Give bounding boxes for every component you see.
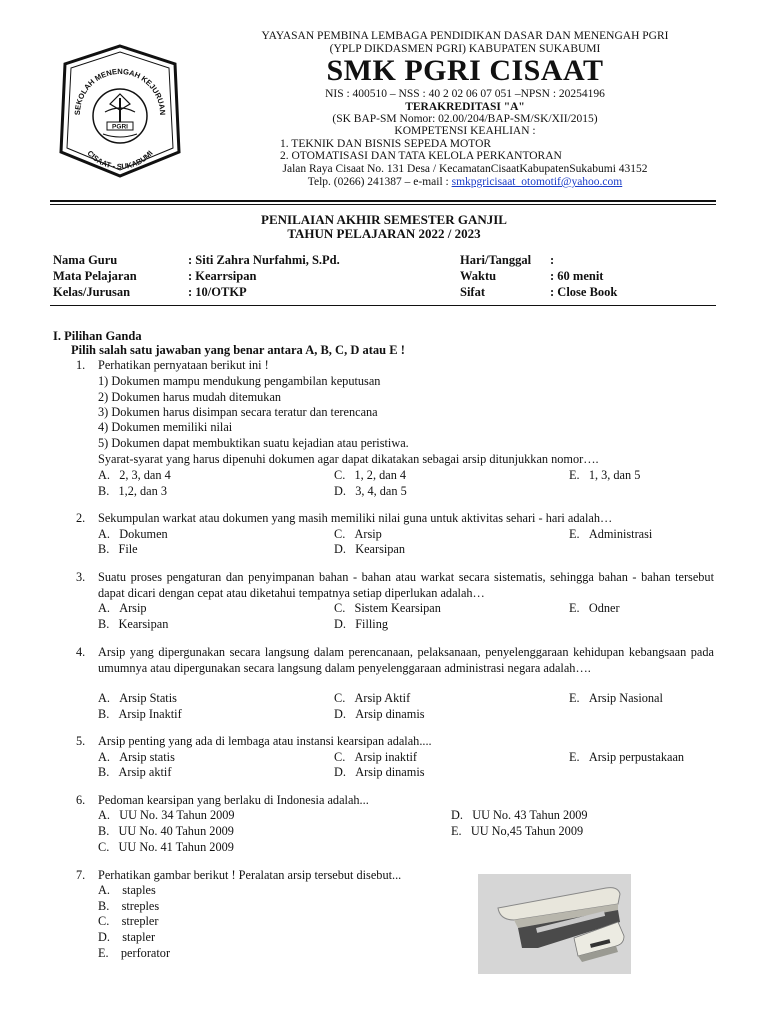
competency-2: 2. OTOMATISASI DAN TATA KELOLA PERKANTORAN	[280, 150, 562, 162]
q2-prompt: Sekumpulan warkat atau dokumen yang masih memiliki nilai guna untuk aktivitas sehari - hari adalah…	[98, 511, 613, 525]
q3-number: 3.	[76, 570, 86, 584]
q4-option-a-text: Arsip Statis	[119, 691, 177, 705]
header-rule-thick	[50, 200, 716, 202]
q6-option-b[interactable]: B. UU No. 40 Tahun 2009	[98, 824, 234, 838]
identity-rule	[50, 305, 716, 306]
q4-option-c-text: Arsip Aktif	[354, 691, 411, 705]
q1-option-d[interactable]: D. 3, 4, dan 5	[334, 484, 407, 498]
q7-option-a[interactable]: A. staples	[98, 883, 156, 897]
q7-prompt: Perhatikan gambar berikut ! Peralatan arsip tersebut disebut...	[98, 868, 402, 882]
contact-phone: Telp. (0266) 241387 – e-mail :	[307, 176, 452, 188]
subject-label: Mata Pelajaran	[53, 269, 137, 283]
logo-center-text: PGRI	[112, 123, 128, 131]
subject-value: : Kearrsipan	[188, 269, 257, 283]
q6-option-b-text: UU No. 40 Tahun 2009	[118, 824, 234, 838]
q2-option-c[interactable]: C. Arsip	[334, 527, 382, 541]
accreditation-sk: (SK BAP-SM Nomor: 02.00/204/BAP-SM/SK/XII/2015)	[332, 113, 598, 125]
school-contact	[200, 176, 730, 188]
q3-option-b-text: Kearsipan	[118, 617, 169, 631]
q7-number: 7.	[76, 868, 86, 882]
q7-option-b[interactable]: B. streples	[98, 899, 160, 913]
q6-option-a[interactable]: A. UU No. 34 Tahun 2009	[98, 808, 235, 822]
q7-option-c[interactable]: C. strepler	[98, 914, 159, 928]
q3-option-e[interactable]: E. Odner	[569, 601, 620, 615]
q1-option-e[interactable]: E. 1, 3, dan 5	[569, 468, 641, 482]
q5-option-c[interactable]: C. Arsip inaktif	[334, 750, 417, 764]
email-link[interactable]: smkpgricisaat_otomotif@yahoo.com	[451, 176, 623, 188]
date-value: :	[550, 253, 555, 267]
school-address: Jalan Raya Cisaat No. 131 Desa / KecamatanCisaatKabupatenSukabumi 43152	[282, 163, 648, 175]
q5-option-d[interactable]: D. Arsip dinamis	[334, 765, 425, 779]
q1-option-c-text: 1, 2, dan 4	[354, 468, 407, 482]
q2-option-b-text: File	[118, 542, 138, 556]
nature-label: Sifat	[460, 285, 485, 299]
accreditation: TERAKREDITASI "A"	[405, 101, 525, 113]
q1-option-d-text: 3, 4, dan 5	[355, 484, 407, 498]
q5-option-b[interactable]: B. Arsip aktif	[98, 765, 172, 779]
exam-title: PENILAIAN AKHIR SEMESTER GANJIL	[261, 212, 507, 227]
q4-option-e[interactable]: E. Arsip Nasional	[569, 691, 663, 705]
date-label: Hari/Tanggal	[460, 253, 532, 267]
q7-option-d[interactable]: D. stapler	[98, 930, 156, 944]
q1-statement-1: 1) Dokumen mampu mendukung pengambilan keputusan	[98, 374, 381, 388]
q7-option-e-text: perforator	[120, 946, 171, 960]
q2-number: 2.	[76, 511, 86, 525]
q5-option-e-text: Arsip perpustakaan	[588, 750, 685, 764]
stapler-image	[478, 874, 631, 974]
class-value: : 10/OTKP	[188, 285, 247, 299]
school-name: SMK PGRI CISAAT	[326, 54, 604, 87]
q1-option-c[interactable]: C. 1, 2, dan 4	[334, 468, 407, 482]
q4-option-d[interactable]: D. Arsip dinamis	[334, 707, 425, 721]
q6-option-c-text: UU No. 41 Tahun 2009	[118, 840, 234, 854]
school-registry: NIS : 400510 – NSS : 40 2 02 06 07 051 –NPSN : 20254196	[325, 88, 605, 100]
school-logo	[55, 42, 185, 182]
q1-option-a[interactable]: A. 2, 3, dan 4	[98, 468, 171, 482]
q5-prompt: Arsip penting yang ada di lembaga atau instansi kearsipan adalah....	[98, 734, 432, 748]
q5-option-d-text: Arsip dinamis	[355, 765, 425, 779]
logo-top-text: SEKOLAH MENENGAH KEJURUAN	[72, 66, 168, 116]
q2-option-e[interactable]: E. Administrasi	[569, 527, 653, 541]
q6-option-d[interactable]: D. UU No. 43 Tahun 2009	[451, 808, 588, 822]
q3-option-e-text: Odner	[588, 601, 620, 615]
q4-option-c[interactable]: C. Arsip Aktif	[334, 691, 411, 705]
q7-option-c-text: strepler	[121, 914, 159, 928]
q1-option-e-text: 1, 3, dan 5	[588, 468, 641, 482]
nature-value: : Close Book	[550, 285, 618, 299]
q6-option-e[interactable]: E. UU No,45 Tahun 2009	[451, 824, 584, 838]
section-heading: I. Pilihan Ganda	[53, 329, 142, 343]
q3-option-c[interactable]: C. Sistem Kearsipan	[334, 601, 441, 615]
q3-option-d[interactable]: D. Filling	[334, 617, 388, 631]
header-rule-thin	[50, 204, 716, 205]
q1-number: 1.	[76, 358, 86, 372]
q3-prompt: Suatu proses pengaturan dan penyimpanan bahan - bahan atau warkat secara sistematis, sehingga bahan - bahan tersebut dapat dicari dengan cepat atau diketahui tempatnya setiap diperlukan adalah…	[98, 570, 714, 600]
q3-option-c-text: Sistem Kearsipan	[354, 601, 441, 615]
q5-option-a[interactable]: A. Arsip statis	[98, 750, 175, 764]
foundation-line-1: YAYASAN PEMBINA LEMBAGA PENDIDIKAN DASAR DAN MENENGAH PGRI	[261, 30, 669, 42]
q2-option-c-text: Arsip	[354, 527, 382, 541]
q5-option-b-text: Arsip aktif	[118, 765, 172, 779]
q4-option-a[interactable]: A. Arsip Statis	[98, 691, 177, 705]
q4-option-b[interactable]: B. Arsip Inaktif	[98, 707, 182, 721]
q1-option-b-text: 1,2, dan 3	[118, 484, 167, 498]
q6-option-d-text: UU No. 43 Tahun 2009	[472, 808, 588, 822]
q2-option-d[interactable]: D. Kearsipan	[334, 542, 406, 556]
q3-option-b[interactable]: B. Kearsipan	[98, 617, 169, 631]
q4-option-b-text: Arsip Inaktif	[118, 707, 182, 721]
logo-bottom-text: CISAAT - SUKABUMI	[85, 148, 155, 172]
q1-option-a-text: 2, 3, dan 4	[119, 468, 171, 482]
q3-option-a[interactable]: A. Arsip	[98, 601, 147, 615]
q5-option-e[interactable]: E. Arsip perpustakaan	[569, 750, 685, 764]
q2-option-a-text: Dokumen	[119, 527, 168, 541]
q1-question: Syarat-syarat yang harus dipenuhi dokumen agar dapat dikatakan sebagai arsip ditunjukkan nomor….	[98, 452, 599, 466]
q6-number: 6.	[76, 793, 86, 807]
q7-option-b-text: streples	[121, 899, 160, 913]
q1-statement-4: 4) Dokumen memiliki nilai	[98, 420, 233, 434]
q4-option-e-text: Arsip Nasional	[588, 691, 663, 705]
foundation-line-2: (YPLP DIKDASMEN PGRI) KABUPATEN SUKABUMI	[329, 43, 601, 55]
q3-option-d-text: Filling	[355, 617, 388, 631]
q6-prompt: Pedoman kearsipan yang berlaku di Indonesia adalah...	[98, 793, 369, 807]
q7-option-e[interactable]: E. perforator	[98, 946, 171, 960]
q6-option-a-text: UU No. 34 Tahun 2009	[119, 808, 235, 822]
time-value: : 60 menit	[550, 269, 604, 283]
q2-option-d-text: Kearsipan	[355, 542, 406, 556]
time-label: Waktu	[460, 269, 497, 283]
q3-option-a-text: Arsip	[119, 601, 147, 615]
class-label: Kelas/Jurusan	[53, 285, 131, 299]
q1-statement-3: 3) Dokumen harus disimpan secara teratur dan terencana	[98, 405, 378, 419]
q4-option-d-text: Arsip dinamis	[355, 707, 425, 721]
q1-statement-5: 5) Dokumen dapat membuktikan suatu kejadian atau peristiwa.	[98, 436, 409, 450]
q5-number: 5.	[76, 734, 86, 748]
q1-option-b[interactable]: B. 1,2, dan 3	[98, 484, 167, 498]
q6-option-c[interactable]: C. UU No. 41 Tahun 2009	[98, 840, 234, 854]
q1-statement-2: 2) Dokumen harus mudah ditemukan	[98, 390, 282, 404]
section-instruction: Pilih salah satu jawaban yang benar antara A, B, C, D atau E !	[71, 343, 405, 357]
teacher-label: Nama Guru	[53, 253, 118, 267]
q2-option-e-text: Administrasi	[588, 527, 653, 541]
q6-option-e-text: UU No,45 Tahun 2009	[470, 824, 584, 838]
exam-year: TAHUN PELAJARAN 2022 / 2023	[287, 226, 481, 241]
q2-option-a[interactable]: A. Dokumen	[98, 527, 168, 541]
q7-option-d-text: stapler	[122, 930, 156, 944]
competency-title: KOMPETENSI KEAHLIAN :	[394, 125, 536, 137]
q7-option-a-text: staples	[122, 883, 156, 897]
competency-1: 1. TEKNIK DAN BISNIS SEPEDA MOTOR	[280, 138, 492, 150]
q4-prompt: Arsip yang dipergunakan secara langsung dalam perencanaan, pelaksanaan, penyelenggaraan kehidupan kebangsaan pada umumnya atau dipergunakan secara langsung dalam penyelenggaraan administrasi negara adalah….	[98, 645, 714, 675]
q2-option-b[interactable]: B. File	[98, 542, 138, 556]
q5-option-c-text: Arsip inaktif	[354, 750, 417, 764]
q1-prompt: Perhatikan pernyataan berikut ini !	[98, 358, 269, 372]
q5-option-a-text: Arsip statis	[119, 750, 175, 764]
teacher-value: : Siti Zahra Nurfahmi, S.Pd.	[188, 253, 340, 267]
q4-number: 4.	[76, 645, 86, 659]
